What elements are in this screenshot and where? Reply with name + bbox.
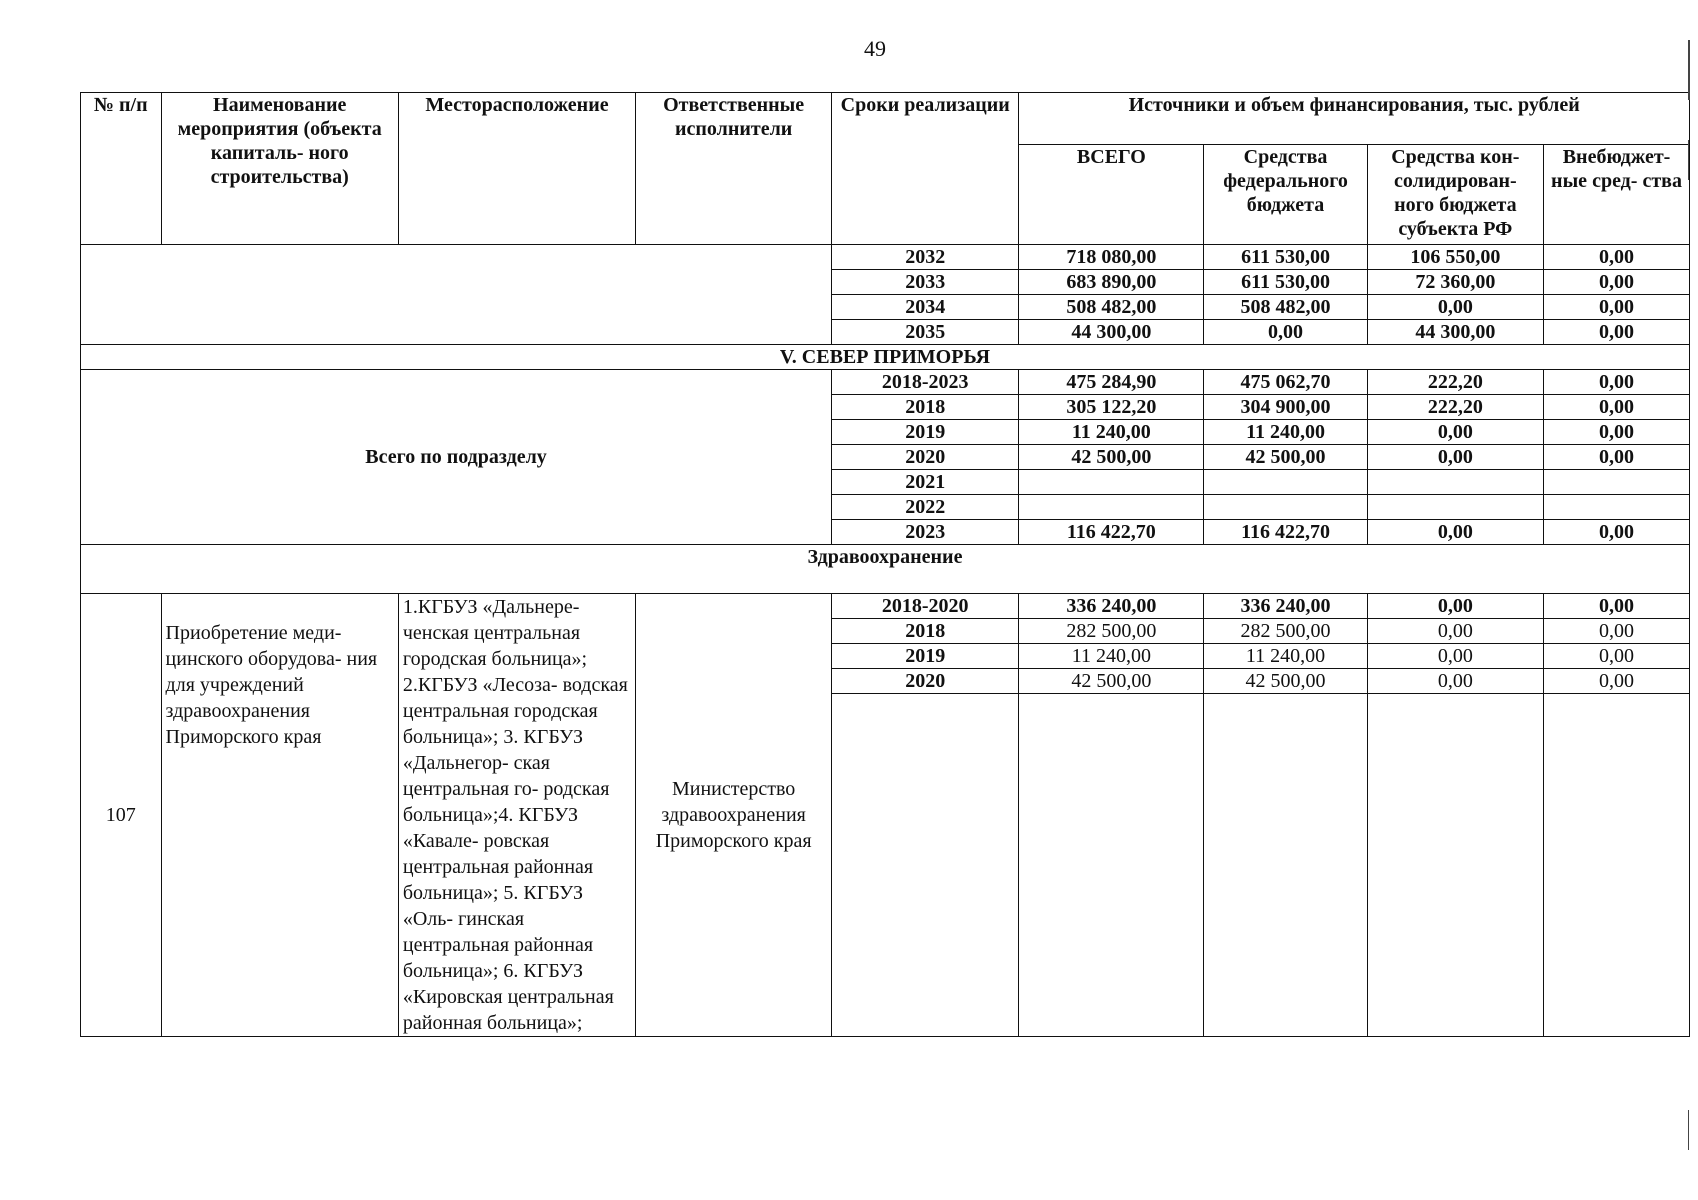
federal-cell: 116 422,70 xyxy=(1204,520,1367,545)
extrabudget-cell: 0,00 xyxy=(1544,245,1690,270)
year-cell: 2021 xyxy=(832,470,1019,495)
extrabudget-cell: 0,00 xyxy=(1544,370,1690,395)
year-cell: 2019 xyxy=(832,420,1019,445)
year-cell: 2019 xyxy=(832,644,1019,669)
item-location: 1.КГБУЗ «Дальнере- ченская центральная городская больница»; 2.КГБУЗ «Лесоза- водская центральная городская больница»; 3. КГБУЗ «Дальнегор- ская центральная го- родская больница»;4. КГБУЗ «Кавале- ровская центральная районная больница»; 5. КГБУЗ «Оль- гинская центральная районная больница»; 6. КГБУЗ «Кировская центральная районная больница»; xyxy=(398,594,635,1037)
year-cell: 2032 xyxy=(832,245,1019,270)
table-row xyxy=(81,245,1690,270)
total-cell: 44 300,00 xyxy=(1019,320,1204,345)
extrabudget-cell: 0,00 xyxy=(1544,295,1690,320)
federal-cell: 42 500,00 xyxy=(1204,445,1367,470)
regional-cell: 0,00 xyxy=(1367,619,1543,644)
blank-carryover-cell xyxy=(81,245,832,345)
federal-cell: 611 530,00 xyxy=(1204,245,1367,270)
section-title: V. СЕВЕР ПРИМОРЬЯ xyxy=(81,345,1690,370)
total-cell: 508 482,00 xyxy=(1019,295,1204,320)
year-cell: 2033 xyxy=(832,270,1019,295)
subtotal-label: Всего по подразделу xyxy=(81,370,832,545)
regional-cell: 0,00 xyxy=(1367,295,1543,320)
federal-cell: 42 500,00 xyxy=(1204,669,1367,694)
year-cell: 2020 xyxy=(832,669,1019,694)
regional-cell: 222,20 xyxy=(1367,395,1543,420)
header-location: Месторасположение xyxy=(398,93,635,245)
total-cell: 11 240,00 xyxy=(1019,420,1204,445)
total-cell: 116 422,70 xyxy=(1019,520,1204,545)
extrabudget-cell: 0,00 xyxy=(1544,644,1690,669)
subsection-title: Здравоохранение xyxy=(81,545,1690,594)
regional-cell xyxy=(1367,495,1543,520)
regional-cell: 0,00 xyxy=(1367,669,1543,694)
empty-cell xyxy=(1019,694,1204,1037)
total-cell: 718 080,00 xyxy=(1019,245,1204,270)
item-responsible: Министерство здравоохранения Приморского края xyxy=(636,594,832,1037)
header-name: Наименование мероприятия (объекта капиталь- ного строительства) xyxy=(161,93,398,245)
federal-cell: 508 482,00 xyxy=(1204,295,1367,320)
federal-cell: 11 240,00 xyxy=(1204,420,1367,445)
federal-cell: 282 500,00 xyxy=(1204,619,1367,644)
extrabudget-cell: 0,00 xyxy=(1544,669,1690,694)
federal-cell: 304 900,00 xyxy=(1204,395,1367,420)
extrabudget-cell: 0,00 xyxy=(1544,320,1690,345)
page-number: 49 xyxy=(864,36,886,61)
regional-cell: 0,00 xyxy=(1367,594,1543,619)
total-cell: 282 500,00 xyxy=(1019,619,1204,644)
item-number: 107 xyxy=(81,594,162,1037)
extrabudget-cell: 0,00 xyxy=(1544,520,1690,545)
extrabudget-cell: 0,00 xyxy=(1544,420,1690,445)
total-cell: 305 122,20 xyxy=(1019,395,1204,420)
federal-cell: 0,00 xyxy=(1204,320,1367,345)
total-cell: 11 240,00 xyxy=(1019,644,1204,669)
federal-cell: 336 240,00 xyxy=(1204,594,1367,619)
federal-cell: 475 062,70 xyxy=(1204,370,1367,395)
year-cell: 2018 xyxy=(832,619,1019,644)
total-cell: 42 500,00 xyxy=(1019,669,1204,694)
empty-cell xyxy=(1544,694,1690,1037)
extrabudget-cell: 0,00 xyxy=(1544,619,1690,644)
federal-cell xyxy=(1204,495,1367,520)
header-number: № п/п xyxy=(81,93,162,245)
scan-edge-line xyxy=(1688,40,1690,100)
header-sources: Источники и объем финансирования, тыс. рублей xyxy=(1019,93,1690,145)
header-extrabudget: Внебюджет- ные сред- ства xyxy=(1544,145,1690,245)
scan-edge-line xyxy=(1688,140,1689,180)
header-period: Сроки реализации xyxy=(832,93,1019,245)
empty-cell xyxy=(1367,694,1543,1037)
regional-cell: 0,00 xyxy=(1367,420,1543,445)
year-cell: 2022 xyxy=(832,495,1019,520)
regional-cell: 0,00 xyxy=(1367,644,1543,669)
scan-edge-line xyxy=(1688,1110,1689,1150)
regional-cell xyxy=(1367,470,1543,495)
year-cell: 2023 xyxy=(832,520,1019,545)
total-cell: 683 890,00 xyxy=(1019,270,1204,295)
total-cell: 475 284,90 xyxy=(1019,370,1204,395)
empty-cell xyxy=(832,694,1019,1037)
federal-cell: 611 530,00 xyxy=(1204,270,1367,295)
empty-cell xyxy=(1204,694,1367,1037)
subsection-heading-row xyxy=(81,545,1690,594)
total-cell: 336 240,00 xyxy=(1019,594,1204,619)
extrabudget-cell: 0,00 xyxy=(1544,270,1690,295)
extrabudget-cell: 0,00 xyxy=(1544,395,1690,420)
regional-cell: 0,00 xyxy=(1367,520,1543,545)
extrabudget-cell xyxy=(1544,470,1690,495)
section-heading-row xyxy=(81,345,1690,370)
total-cell xyxy=(1019,470,1204,495)
extrabudget-cell: 0,00 xyxy=(1544,445,1690,470)
year-cell: 2018-2023 xyxy=(832,370,1019,395)
regional-cell: 222,20 xyxy=(1367,370,1543,395)
total-cell: 42 500,00 xyxy=(1019,445,1204,470)
header-regional: Средства кон- солидирован- ного бюджета субъекта РФ xyxy=(1367,145,1543,245)
regional-cell: 106 550,00 xyxy=(1367,245,1543,270)
extrabudget-cell: 0,00 xyxy=(1544,594,1690,619)
table-row xyxy=(81,594,1690,619)
extrabudget-cell xyxy=(1544,495,1690,520)
header-total: ВСЕГО xyxy=(1019,145,1204,245)
total-cell xyxy=(1019,495,1204,520)
header-responsible: Ответственные исполнители xyxy=(636,93,832,245)
regional-cell: 72 360,00 xyxy=(1367,270,1543,295)
federal-cell xyxy=(1204,470,1367,495)
header-federal: Средства федерального бюджета xyxy=(1204,145,1367,245)
year-cell: 2018 xyxy=(832,395,1019,420)
year-cell: 2035 xyxy=(832,320,1019,345)
federal-cell: 11 240,00 xyxy=(1204,644,1367,669)
financing-table xyxy=(80,92,1690,1037)
regional-cell: 0,00 xyxy=(1367,445,1543,470)
year-cell: 2034 xyxy=(832,295,1019,320)
year-cell: 2018-2020 xyxy=(832,594,1019,619)
year-cell: 2020 xyxy=(832,445,1019,470)
table-row xyxy=(81,370,1690,395)
item-name: Приобретение меди- цинского оборудова- ния для учреждений здравоохранения Приморского края xyxy=(161,594,398,1037)
regional-cell: 44 300,00 xyxy=(1367,320,1543,345)
